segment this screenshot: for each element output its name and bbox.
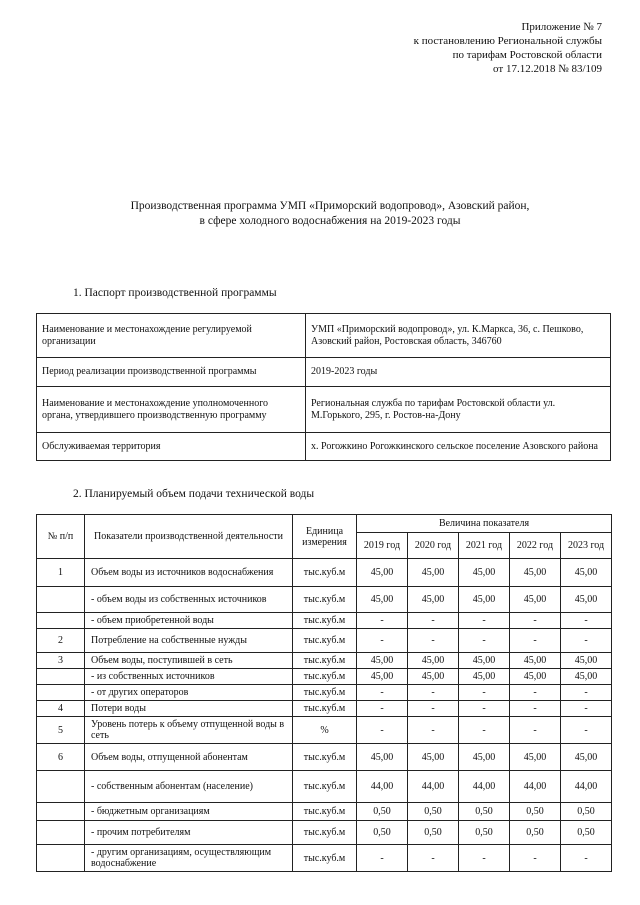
passport-value: Региональная служба по тарифам Ростовской области ул. М.Горького, 295, г. Ростов-на-Дону	[306, 387, 611, 433]
row-indicator: - объем воды из собственных источников	[85, 587, 293, 613]
row-value: 45,00	[561, 653, 612, 669]
row-indicator: Уровень потерь к объему отпущенной воды в сеть	[85, 717, 293, 744]
row-value: 0,50	[459, 821, 510, 845]
table-row	[37, 653, 612, 669]
row-value: 45,00	[408, 669, 459, 685]
row-value: 0,50	[408, 821, 459, 845]
row-number	[37, 587, 85, 613]
row-value: -	[459, 845, 510, 872]
passport-value: х. Рогожкино Рогожкинского сельское поселение Азовского района	[306, 433, 611, 461]
row-indicator: Потери воды	[85, 701, 293, 717]
row-value: -	[561, 613, 612, 629]
row-value: 45,00	[408, 559, 459, 587]
row-value: -	[561, 845, 612, 872]
row-value: -	[357, 845, 408, 872]
row-unit: тыс.куб.м	[293, 771, 357, 803]
row-value: 0,50	[408, 803, 459, 821]
passport-label: Наименование и местонахождение регулируемой организации	[37, 314, 306, 358]
volume-table	[36, 514, 612, 872]
row-indicator: Потребление на собственные нужды	[85, 629, 293, 653]
row-value: -	[459, 701, 510, 717]
row-value: -	[510, 629, 561, 653]
table-row	[37, 744, 612, 771]
table-row	[37, 629, 612, 653]
row-number	[37, 845, 85, 872]
row-value: -	[408, 845, 459, 872]
row-value: -	[510, 845, 561, 872]
row-value: -	[408, 717, 459, 744]
row-number	[37, 669, 85, 685]
volume-body	[37, 559, 612, 872]
row-unit: тыс.куб.м	[293, 701, 357, 717]
passport-row	[37, 387, 611, 433]
row-unit: тыс.куб.м	[293, 653, 357, 669]
header-year: 2022 год	[510, 533, 561, 559]
header-row	[37, 515, 612, 533]
row-value: 45,00	[510, 559, 561, 587]
passport-table	[36, 313, 611, 461]
row-value: -	[459, 629, 510, 653]
header-indicator: Показатели производственной деятельности	[85, 515, 293, 559]
row-value: 45,00	[357, 653, 408, 669]
row-value: 45,00	[357, 587, 408, 613]
header-unit: Единица измерения	[293, 515, 357, 559]
row-value: 44,00	[408, 771, 459, 803]
row-number: 6	[37, 744, 85, 771]
row-value: 45,00	[561, 587, 612, 613]
row-number	[37, 803, 85, 821]
row-value: 45,00	[561, 669, 612, 685]
row-value: -	[408, 701, 459, 717]
table-row	[37, 821, 612, 845]
table-row	[37, 559, 612, 587]
row-number: 4	[37, 701, 85, 717]
row-value: 45,00	[510, 587, 561, 613]
row-indicator: - из собственных источников	[85, 669, 293, 685]
row-value: -	[510, 717, 561, 744]
row-value: 44,00	[510, 771, 561, 803]
row-indicator: - объем приобретенной воды	[85, 613, 293, 629]
passport-row	[37, 358, 611, 387]
row-unit: тыс.куб.м	[293, 587, 357, 613]
header-year: 2020 год	[408, 533, 459, 559]
row-value: 45,00	[459, 559, 510, 587]
row-value: 45,00	[357, 559, 408, 587]
table-row	[37, 669, 612, 685]
row-value: 0,50	[357, 803, 408, 821]
table-row	[37, 845, 612, 872]
header-num: № п/п	[37, 515, 85, 559]
row-unit: тыс.куб.м	[293, 803, 357, 821]
row-value: 45,00	[408, 653, 459, 669]
table-row	[37, 717, 612, 744]
appendix-line: Приложение № 7	[521, 21, 602, 33]
row-value: -	[357, 717, 408, 744]
row-value: 0,50	[510, 803, 561, 821]
row-unit: тыс.куб.м	[293, 845, 357, 872]
header-year: 2019 год	[357, 533, 408, 559]
row-indicator: - другим организациям, осуществляющим водоснабжение	[85, 845, 293, 872]
row-number: 3	[37, 653, 85, 669]
row-value: -	[510, 613, 561, 629]
passport-row	[37, 433, 611, 461]
row-value: 45,00	[561, 744, 612, 771]
row-unit: тыс.куб.м	[293, 821, 357, 845]
row-value: 45,00	[357, 744, 408, 771]
row-value: 45,00	[510, 744, 561, 771]
row-value: 44,00	[357, 771, 408, 803]
row-value: 0,50	[561, 803, 612, 821]
row-unit: %	[293, 717, 357, 744]
row-value: 45,00	[561, 559, 612, 587]
row-value: -	[561, 629, 612, 653]
row-unit: тыс.куб.м	[293, 669, 357, 685]
header-year: 2023 год	[561, 533, 612, 559]
row-unit: тыс.куб.м	[293, 559, 357, 587]
row-value: 0,50	[510, 821, 561, 845]
table-row	[37, 701, 612, 717]
table-row	[37, 771, 612, 803]
passport-value: УМП «Приморский водопровод», ул. К.Маркса, 36, с. Пешково, Азовский район, Ростовская область, 346760	[306, 314, 611, 358]
row-value: 45,00	[459, 669, 510, 685]
appendix-line: от 17.12.2018 № 83/109	[493, 63, 602, 75]
row-unit: тыс.куб.м	[293, 685, 357, 701]
row-value: -	[357, 629, 408, 653]
row-indicator: - от других операторов	[85, 685, 293, 701]
row-value: -	[459, 685, 510, 701]
row-value: -	[510, 701, 561, 717]
row-value: 45,00	[459, 587, 510, 613]
row-value: -	[408, 629, 459, 653]
row-value: 45,00	[408, 587, 459, 613]
title-line: Производственная программа УМП «Приморский водопровод», Азовский район,	[130, 200, 530, 212]
passport-value: 2019-2023 годы	[306, 358, 611, 387]
row-value: 45,00	[459, 744, 510, 771]
row-value: -	[408, 613, 459, 629]
section2-heading: 2. Планируемый объем подачи технической воды	[73, 488, 315, 500]
row-value: 44,00	[561, 771, 612, 803]
row-indicator: - прочим потребителям	[85, 821, 293, 845]
row-value: 45,00	[510, 669, 561, 685]
header-year: 2021 год	[459, 533, 510, 559]
row-value: 45,00	[357, 669, 408, 685]
row-value: -	[510, 685, 561, 701]
passport-label: Обслуживаемая территория	[37, 433, 306, 461]
row-number	[37, 613, 85, 629]
title-line: в сфере холодного водоснабжения на 2019-2023 годы	[199, 215, 461, 227]
row-value: -	[357, 701, 408, 717]
row-number	[37, 821, 85, 845]
appendix-line: к постановлению Региональной службы	[413, 35, 602, 47]
row-number	[37, 685, 85, 701]
row-unit: тыс.куб.м	[293, 629, 357, 653]
passport-row	[37, 314, 611, 358]
row-unit: тыс.куб.м	[293, 744, 357, 771]
row-value: 44,00	[459, 771, 510, 803]
row-indicator: Объем воды из источников водоснабжения	[85, 559, 293, 587]
row-value: 45,00	[459, 653, 510, 669]
appendix-line: по тарифам Ростовской области	[452, 49, 602, 61]
row-indicator: Объем воды, поступившей в сеть	[85, 653, 293, 669]
row-indicator: - бюджетным организациям	[85, 803, 293, 821]
passport-label: Период реализации производственной программы	[37, 358, 306, 387]
row-value: -	[561, 685, 612, 701]
row-number: 5	[37, 717, 85, 744]
row-value: -	[408, 685, 459, 701]
row-value: 0,50	[357, 821, 408, 845]
row-value: -	[561, 701, 612, 717]
passport-label: Наименование и местонахождение уполномоченного органа, утвердившего производственную программу	[37, 387, 306, 433]
row-value: 45,00	[510, 653, 561, 669]
row-value: -	[561, 717, 612, 744]
row-value: -	[459, 613, 510, 629]
header-value: Величина показателя	[357, 515, 612, 533]
row-value: -	[357, 613, 408, 629]
row-value: -	[357, 685, 408, 701]
row-indicator: Объем воды, отпущенной абонентам	[85, 744, 293, 771]
table-row	[37, 803, 612, 821]
row-number: 1	[37, 559, 85, 587]
table-row	[37, 685, 612, 701]
row-value: -	[459, 717, 510, 744]
table-row	[37, 613, 612, 629]
section1-heading: 1. Паспорт производственной программы	[73, 287, 277, 299]
row-indicator: - собственным абонентам (население)	[85, 771, 293, 803]
table-row	[37, 587, 612, 613]
row-value: 0,50	[561, 821, 612, 845]
row-value: 45,00	[408, 744, 459, 771]
row-number: 2	[37, 629, 85, 653]
row-value: 0,50	[459, 803, 510, 821]
document-title	[60, 199, 600, 229]
row-unit: тыс.куб.м	[293, 613, 357, 629]
appendix-block	[414, 20, 602, 76]
row-number	[37, 771, 85, 803]
